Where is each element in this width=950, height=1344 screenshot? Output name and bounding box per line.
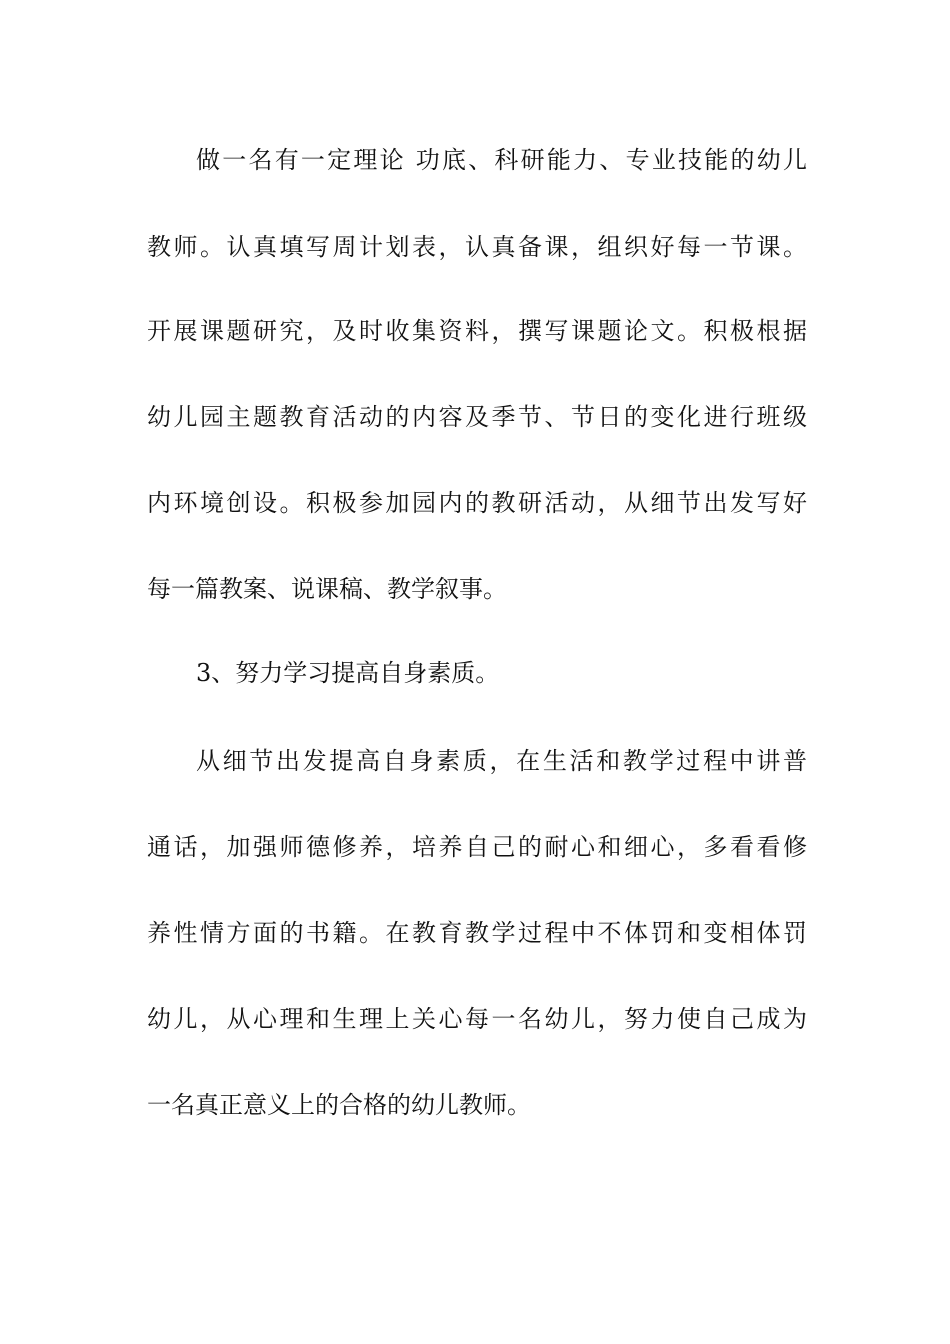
- paragraph-line: 从细节出发提高自身素质，在生活和教学过程中讲普: [196, 747, 807, 775]
- paragraph-line: 幼儿园主题教育活动的内容及季节、节日的变化进行班级: [147, 403, 807, 431]
- paragraph-line: 内环境创设。积极参加园内的教研活动，从细节出发写好: [147, 489, 807, 517]
- paragraph-line: 通话，加强师德修养，培养自己的耐心和细心，多看看修: [147, 833, 807, 861]
- paragraph-line: 开展课题研究，及时收集资料，撰写课题论文。积极根据: [147, 317, 807, 345]
- paragraph-line: 教师。认真填写周计划表，认真备课，组织好每一节课。: [147, 233, 807, 261]
- paragraph-line: 每一篇教案、说课稿、教学叙事。: [147, 575, 507, 603]
- heading-line: 3、努力学习提高自身素质。: [196, 659, 500, 687]
- paragraph-line: 做一名有一定理论 功底、科研能力、专业技能的幼儿: [196, 146, 807, 174]
- paragraph-line: 养性情方面的书籍。在教育教学过程中不体罚和变相体罚: [147, 919, 807, 947]
- paragraph-line: 幼儿，从心理和生理上关心每一名幼儿，努力使自己成为: [147, 1005, 807, 1033]
- paragraph-line: 一名真正意义上的合格的幼儿教师。: [147, 1091, 531, 1119]
